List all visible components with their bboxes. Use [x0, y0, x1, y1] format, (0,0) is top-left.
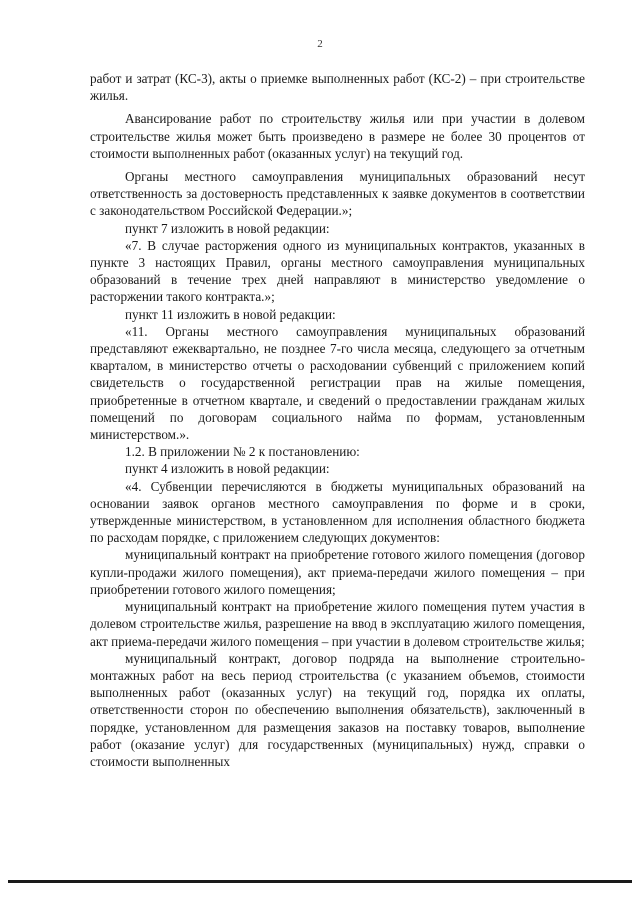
paragraph-doc-ready-housing: муниципальный контракт на приобретение готового жилого помещения (договор купли-продажи жилого помещения), акт приема-передачи жилого помещения – при приобретении готового жилого помещения;	[90, 547, 585, 597]
paragraph-item4-intro: пункт 4 изложить в новой редакции:	[125, 461, 330, 477]
paragraph-item7-text: «7. В случае расторжения одного из муниципальных контрактов, указанных в пункте 3 настоящих Правил, органы местного самоуправления муниципальных образований в течение трех дней направляют в министерство уведомление о расторжении такого контракта.»;	[90, 237, 585, 305]
paragraph-responsibility: Органы местного самоуправления муниципальных образований несут ответственность за достоверность представленных к заявке документов в соответствии с законодательством Российской Федерации.»;	[90, 169, 585, 219]
page-number: 2	[317, 38, 323, 50]
paragraph-item11-text: «11. Органы местного самоуправления муниципальных образований представляют ежеквартально, не позднее 7-го числа месяца, следующего за отчетным кварталом, в министерство отчеты о расходовании субвенций с приложением копий свидетельств о государственной регистрации прав на жилые помещения, приобретенные в отчетном квартале, и сведений о предоставлении гражданам жилых помещений по договорам социального найма по формам, установленным министерством.».	[90, 323, 585, 443]
paragraph-advance-payment: Авансирование работ по строительству жилья или при участии в долевом строительстве жилья может быть произведено в размере не более 30 процентов от стоимости выполненных работ (оказанных услуг) на текущий год.	[90, 111, 585, 161]
paragraph-continuation: работ и затрат (КС-3), акты о приемке выполненных работ (КС-2) – при строительстве жилья.	[90, 71, 585, 104]
paragraph-item7-intro: пункт 7 изложить в новой редакции:	[125, 220, 330, 236]
bottom-rule	[8, 880, 632, 883]
paragraph-item4-text: «4. Субвенции перечисляются в бюджеты муниципальных образований на основании заявок органов местного самоуправления по форме и в сроки, утвержденные министерством, в установленном для исполнения областного бюджета по расходам порядке, с приложением следующих документов:	[90, 478, 585, 546]
paragraph-item11-intro: пункт 11 изложить в новой редакции:	[125, 306, 336, 322]
paragraph-appendix2: 1.2. В приложении № 2 к постановлению:	[125, 444, 360, 460]
paragraph-doc-shared-construction: муниципальный контракт на приобретение жилого помещения путем участия в долевом строительстве жилья, разрешение на ввод в эксплуатацию жилого помещения, акт приема-передачи жилого помещения – при участии в долевом строительстве жилья;	[90, 599, 585, 649]
document-body	[90, 70, 585, 770]
paragraph-doc-construction-contract: муниципальный контракт, договор подряда на выполнение строительно-монтажных работ на весь период строительства (с указанием объемов, стоимости выполненных работ (оказанных услуг) на текущий год, порядка их оплаты, ответственности сторон по обеспечению выполнения обязательств), заключенный в порядке, установленном для размещения заказов на поставку товаров, выполнение работ (оказание услуг) для государственных (муниципальных) нужд, справки о стоимости выполненных	[90, 650, 585, 769]
